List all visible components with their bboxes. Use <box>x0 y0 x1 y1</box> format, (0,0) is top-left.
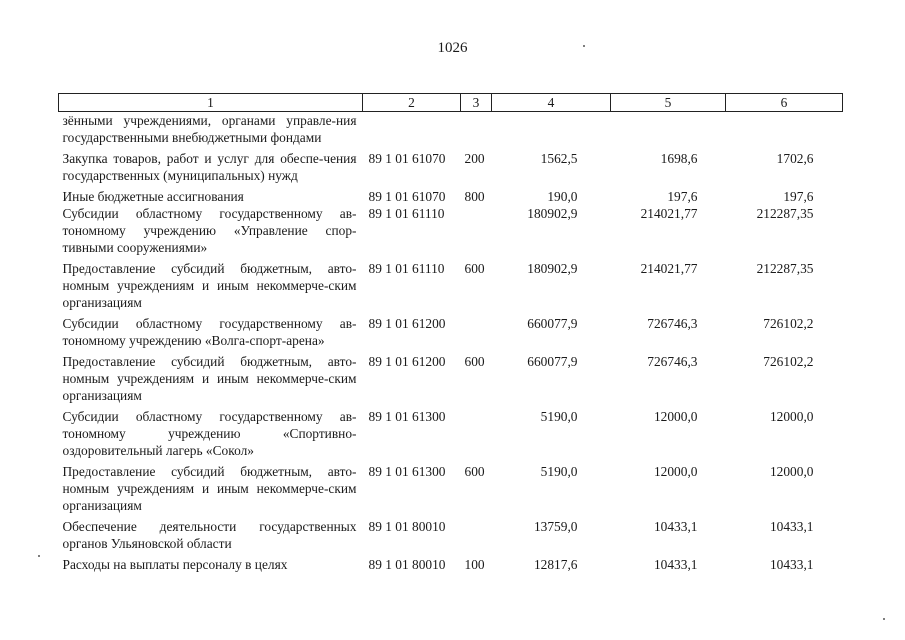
row-value-1: 13759,0 <box>533 519 578 534</box>
page-number: 1026 <box>437 40 468 56</box>
header-col-4: 4 <box>492 94 611 112</box>
row-value-1: 5190,0 <box>540 464 578 479</box>
table-body <box>59 112 843 574</box>
row-expense-type: 200 <box>464 151 485 166</box>
row-value-1: 180902,9 <box>527 206 578 221</box>
row-value-2: 12000,0 <box>653 409 698 424</box>
row-value-1: 660077,9 <box>527 316 578 331</box>
row-code: 89 1 01 61070 <box>368 151 446 166</box>
row-value-2: 10433,1 <box>653 557 698 572</box>
table-row <box>59 205 843 256</box>
row-expense-type: 600 <box>464 261 485 276</box>
row-code: 89 1 01 80010 <box>368 557 446 572</box>
row-value-2: 214021,77 <box>640 206 698 221</box>
row-name: Иные бюджетные ассигнования <box>62 189 244 204</box>
row-value-1: 190,0 <box>547 189 578 204</box>
row-value-3: 726102,2 <box>763 316 814 331</box>
header-col-6: 6 <box>726 94 843 112</box>
row-name: Предоставление субсидий бюджетным, авто-номным учреждениям и иным некоммерче-ским организациям <box>62 261 357 310</box>
header-col-5: 5 <box>611 94 726 112</box>
row-expense-type: 600 <box>464 464 485 479</box>
row-code: 89 1 01 61070 <box>368 189 446 204</box>
row-value-3: 726102,2 <box>763 354 814 369</box>
row-value-2: 197,6 <box>667 189 698 204</box>
row-code: 89 1 01 61200 <box>368 316 446 331</box>
row-value-2: 10433,1 <box>653 519 698 534</box>
row-value-3: 212287,35 <box>756 206 814 221</box>
scan-speck <box>583 45 585 47</box>
row-name: Субсидии областному государственному ав-тономному учреждению «Волга-спорт-арена» <box>62 316 357 348</box>
row-value-1 <box>492 112 611 147</box>
row-value-3: 12000,0 <box>769 464 814 479</box>
row-value-1: 12817,6 <box>533 557 578 572</box>
row-code: 89 1 01 61300 <box>368 464 446 479</box>
row-value-2: 726746,3 <box>647 354 698 369</box>
row-expense-type: 100 <box>464 557 485 572</box>
row-expense-type <box>461 112 492 147</box>
table-row <box>59 184 843 205</box>
row-code: 89 1 01 61300 <box>368 409 446 424</box>
row-name: Закупка товаров, работ и услуг для обеспе-чения государственных (муниципальных) нужд <box>62 151 357 183</box>
row-expense-type: 800 <box>464 189 485 204</box>
table-row <box>59 459 843 514</box>
row-value-3: 212287,35 <box>756 261 814 276</box>
table-row <box>59 146 843 184</box>
row-name: Предоставление субсидий бюджетным, авто-номным учреждениям и иным некоммерче-ским организациям <box>62 464 357 513</box>
row-value-1: 660077,9 <box>527 354 578 369</box>
row-code: 89 1 01 61200 <box>368 354 446 369</box>
header-row <box>59 94 843 112</box>
budget-table <box>58 93 843 573</box>
row-code: 89 1 01 61110 <box>368 206 445 221</box>
row-name: Расходы на выплаты персоналу в целях <box>62 557 288 572</box>
row-expense-type: 600 <box>464 354 485 369</box>
table-row <box>59 514 843 552</box>
row-value-1: 1562,5 <box>540 151 578 166</box>
table-row <box>59 112 843 147</box>
header-col-2: 2 <box>363 94 461 112</box>
row-name: Субсидии областному государственному ав-тономному учреждению «Управление спор-тивными сооружениями» <box>62 206 357 255</box>
table-row <box>59 256 843 311</box>
row-value-3: 12000,0 <box>769 409 814 424</box>
row-value-3: 1702,6 <box>776 151 814 166</box>
row-value-1: 180902,9 <box>527 261 578 276</box>
row-name: зёнными учреждениями, органами управле-ния государственными внебюджетными фондами <box>62 113 357 145</box>
row-name: Обеспечение деятельности государственных органов Ульяновской области <box>62 519 357 551</box>
row-value-1: 5190,0 <box>540 409 578 424</box>
row-code: 89 1 01 61110 <box>368 261 445 276</box>
row-expense-type <box>461 311 492 349</box>
table-row <box>59 552 843 573</box>
row-value-3 <box>726 112 843 147</box>
row-value-3: 10433,1 <box>769 519 814 534</box>
row-value-2: 12000,0 <box>653 464 698 479</box>
table-row <box>59 404 843 459</box>
row-code <box>363 112 461 147</box>
scan-speck <box>883 618 885 620</box>
table-row <box>59 311 843 349</box>
row-value-3: 197,6 <box>783 189 814 204</box>
table-row <box>59 349 843 404</box>
header-col-3: 3 <box>461 94 492 112</box>
row-expense-type <box>461 514 492 552</box>
row-value-3: 10433,1 <box>769 557 814 572</box>
row-value-2: 1698,6 <box>660 151 698 166</box>
row-name: Субсидии областному государственному ав-тономному учреждению «Спортивно-оздоровительный лагерь «Сокол» <box>62 409 357 458</box>
scan-speck <box>38 555 40 557</box>
header-col-1: 1 <box>59 94 363 112</box>
row-expense-type <box>461 205 492 256</box>
row-expense-type <box>461 404 492 459</box>
row-value-2: 214021,77 <box>640 261 698 276</box>
row-value-2 <box>611 112 726 147</box>
row-name: Предоставление субсидий бюджетным, авто-номным учреждениям и иным некоммерче-ским организациям <box>62 354 357 403</box>
row-value-2: 726746,3 <box>647 316 698 331</box>
table-header <box>59 94 843 112</box>
row-code: 89 1 01 80010 <box>368 519 446 534</box>
